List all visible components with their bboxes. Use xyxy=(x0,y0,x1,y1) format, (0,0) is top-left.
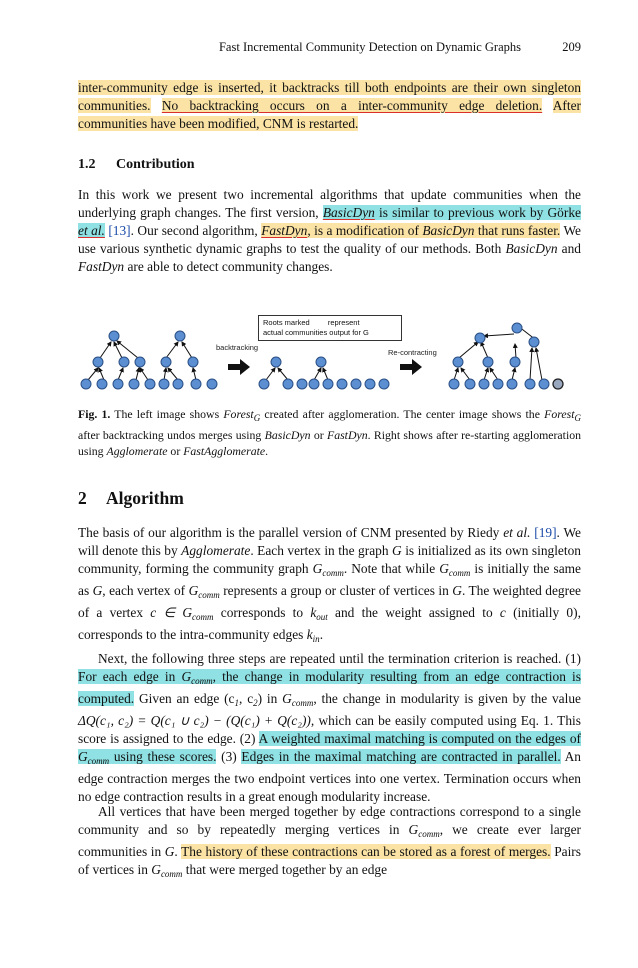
recontracting-label: Re-contracting xyxy=(388,348,437,357)
citation-link[interactable]: [13] xyxy=(108,223,131,238)
backtracking-label: backtracking xyxy=(216,343,259,352)
intro-tail-paragraph xyxy=(78,79,581,133)
citation-link[interactable]: [19] xyxy=(534,525,557,540)
subsection-number: 1.2 xyxy=(78,157,96,172)
figure-legend-box: Roots marked represent actual communities output for G xyxy=(258,315,402,341)
contribution-paragraph: In this work we present two incremental algorithms that update communities when the underlying graph changes. The first version, BasicDyn is similar to previous work by Görke et al. [13]. Our second algorithm, FastDyn, is a modification of BasicDyn that runs faster. We use various synthetic dynamic graphs to test the quality of our methods. Both BasicDyn and FastDyn are able to detect community changes. xyxy=(78,187,581,274)
section-title: Algorithm xyxy=(106,488,184,508)
algorithm-paragraph-1: The basis of our algorithm is the parallel version of CNM presented by Riedy et al. [19]. We will denote this by Agglomerate. Each vertex in the graph G is initialized as its own singleton community, forming the community graph $G_{comm}$. Note that while $G_{comm}$ is initially the same as G, each vertex of $G_{comm}$ represents a group or cluster of vertices in G. The weighted degree of a vertex c ∈ $G_{comm}$ corresponds to $k_{out}$ and the weight assigned to c (initially 0), corresponds to the intra-community edges $k_{in}$. xyxy=(78,525,581,644)
figure-label: Fig. 1. xyxy=(78,407,111,421)
fastdyn-term: FastDyn xyxy=(261,223,308,238)
section-heading xyxy=(78,488,184,509)
section-number: 2 xyxy=(78,488,87,508)
highlight-yellow: inter-community edge is inserted, it backtracks till both endpoints are their own singleton communities. xyxy=(78,80,581,113)
highlight-yellow: After communities have been modified, CNM is restarted. xyxy=(78,98,581,131)
highlight-underline: No backtracking occurs on a inter-community edge deletion. xyxy=(161,98,543,113)
modularity-equation: ΔQ(c₁, c₂) = Q(c₁ ∪ c₂) − (Q(c₁) + Q(c₂)), xyxy=(78,713,315,728)
figure-1 xyxy=(78,314,581,400)
algorithm-paragraph-3: All vertices that have been merged together by edge contractions correspond to a single community and so by repeatedly merging vertices in $G_{comm}$, we create ever larger communities in G. The history of these contractions can be stored as a forest of merges. Pairs of vertices in $G_{comm}$ that were merged together by an edge xyxy=(78,804,581,879)
algorithm-paragraph-2: Next, the following three steps are repeated until the termination criterion is reached. (1) For each edge in $G_{comm}$, the change in modularity resulting from an edge contraction is computed. Given an edge ($c_1$, $c_2$) in $G_{comm}$, the change in modularity is given by the value ΔQ(c₁, c₂) = Q(c₁ ∪ c₂) − (Q(c₁) + Q(c₂)), which can be easily computed using Eq. 1. This score is assigned to the edge. (2) A weighted maximal matching is computed on the edges of $G_{comm}$ using these scores. (3) Edges in the maximal matching are contracted in parallel. An edge contraction merges the two endpoint vertices into one vertex. Termination occurs when no edge contraction results in a great enough modularity increase. xyxy=(78,651,581,804)
subsection-title: Contribution xyxy=(116,157,195,172)
page-number: 209 xyxy=(562,40,581,54)
basicdyn-term: BasicDyn xyxy=(322,205,375,220)
running-title: Fast Incremental Community Detection on Dynamic Graphs xyxy=(218,40,521,54)
figure-caption: Fig. 1. The left image shows Forest$_G$ created after agglomeration. The center image shows the Forest$_G$ after backtracking undos merges using BasicDyn or FastDyn. Right shows after re-starting agglomeration using Agglomerate or FastAgglomerate. xyxy=(78,407,582,458)
subsection-heading xyxy=(78,157,195,173)
running-head xyxy=(78,40,581,58)
